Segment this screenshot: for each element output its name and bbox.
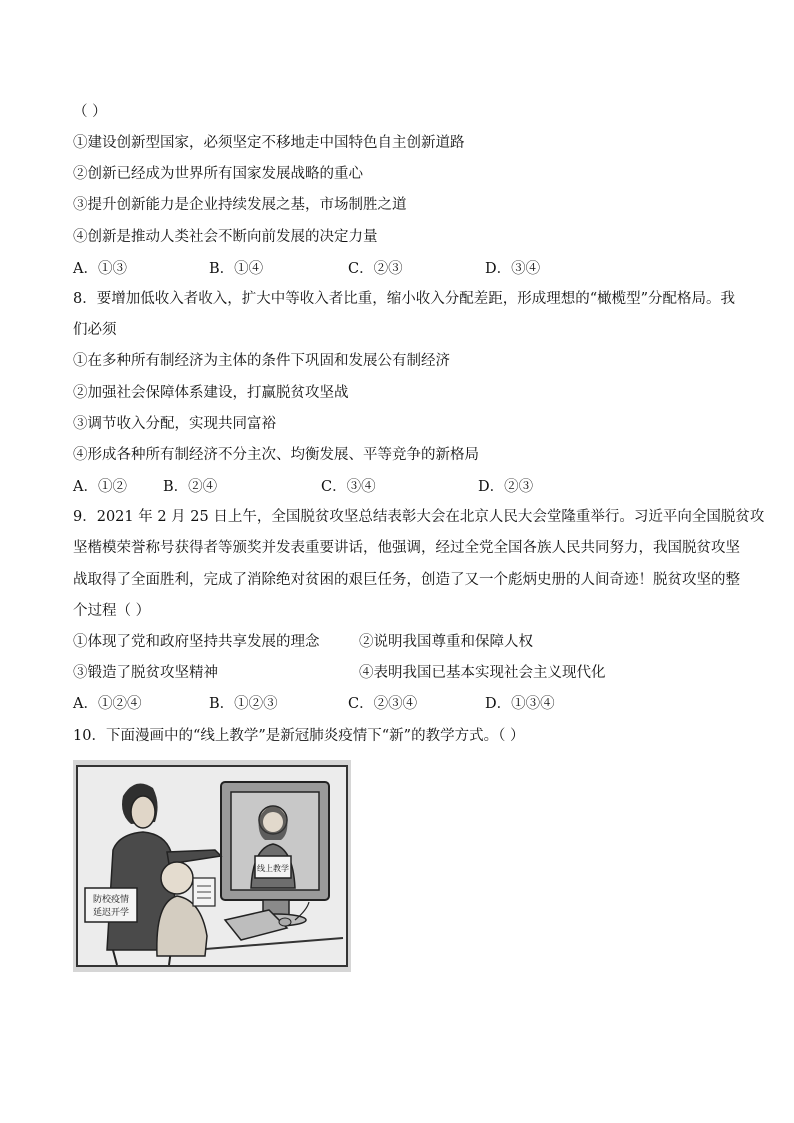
q8-option-c: C．③④ <box>321 479 376 495</box>
q8-option-b: B．②④ <box>163 479 218 495</box>
q9-item-2: ②说明我国尊重和保障人权 <box>359 634 533 650</box>
q7-item-4: ④创新是推动人类社会不断向前发展的决定力量 <box>73 229 378 245</box>
q7-item-1: ①建设创新型国家，必须坚定不移地走中国特色自主创新道路 <box>73 135 465 151</box>
q8-option-d: D．②③ <box>478 479 534 495</box>
q9-stem-line-3: 战取得了全面胜利，完成了消除绝对贫困的艰巨任务，创造了又一个彪炳史册的人间奇迹！脱贫攻坚的整 <box>73 572 740 588</box>
q8-option-a: A．①② <box>73 479 127 495</box>
q9-stem-line-2: 坚楷模荣誉称号获得者等颁奖并发表重要讲话，他强调，经过全党全国各族人民共同努力，我国脱贫攻坚 <box>73 540 740 556</box>
q7-option-a: A．①③ <box>73 261 127 277</box>
q9-item-3: ③锻造了脱贫攻坚精神 <box>73 665 218 681</box>
q9-option-d: D．①③④ <box>485 696 555 712</box>
q9-option-a: A．①②④ <box>73 696 142 712</box>
q8-item-1: ①在多种所有制经济为主体的条件下巩固和发展公有制经济 <box>73 353 450 369</box>
q10-stem: 10．下面漫画中的“线上教学”是新冠肺炎疫情下“新”的教学方式。（ ） <box>73 728 525 744</box>
q7-paren: （ ） <box>73 104 107 120</box>
q7-option-b: B．①④ <box>209 261 264 277</box>
q7-option-d: D．③④ <box>485 261 541 277</box>
q8-stem-line-2: 们必须 <box>73 322 117 338</box>
sign-line-1: 防校疫情 <box>92 895 130 905</box>
q9-item-1: ①体现了党和政府坚持共享发展的理念 <box>73 634 320 650</box>
q8-item-4: ④形成各种所有制经济不分主次、均衡发展、平等竞争的新格局 <box>73 447 479 463</box>
q7-item-3: ③提升创新能力是企业持续发展之基，市场制胜之道 <box>73 197 407 213</box>
q7-option-c: C．②③ <box>348 261 403 277</box>
cartoon-image <box>73 760 351 972</box>
q9-option-b: B．①②③ <box>209 696 278 712</box>
q7-item-2: ②创新已经成为世界所有国家发展战略的重心 <box>73 166 363 182</box>
q9-option-c: C．②③④ <box>348 696 418 712</box>
q8-item-2: ②加强社会保障体系建设，打赢脱贫攻坚战 <box>73 385 349 401</box>
sign-line-2: 延迟开学 <box>92 908 130 918</box>
screen-sign-label: 线上教学 <box>257 864 289 873</box>
q9-item-4: ④表明我国已基本实现社会主义现代化 <box>359 665 606 681</box>
q8-stem-line-1: 8．要增加低收入者收入，扩大中等收入者比重，缩小收入分配差距，形成理想的“橄榄型”分配格局。我 <box>73 291 736 307</box>
q9-stem-line-4: 个过程（ ） <box>73 603 151 619</box>
q8-item-3: ③调节收入分配，实现共同富裕 <box>73 416 276 432</box>
q9-stem-line-1: 9．2021 年 2 月 25 日上午，全国脱贫攻坚总结表彰大会在北京人民大会堂隆重举行。习近平向全国脱贫攻 <box>73 509 765 525</box>
